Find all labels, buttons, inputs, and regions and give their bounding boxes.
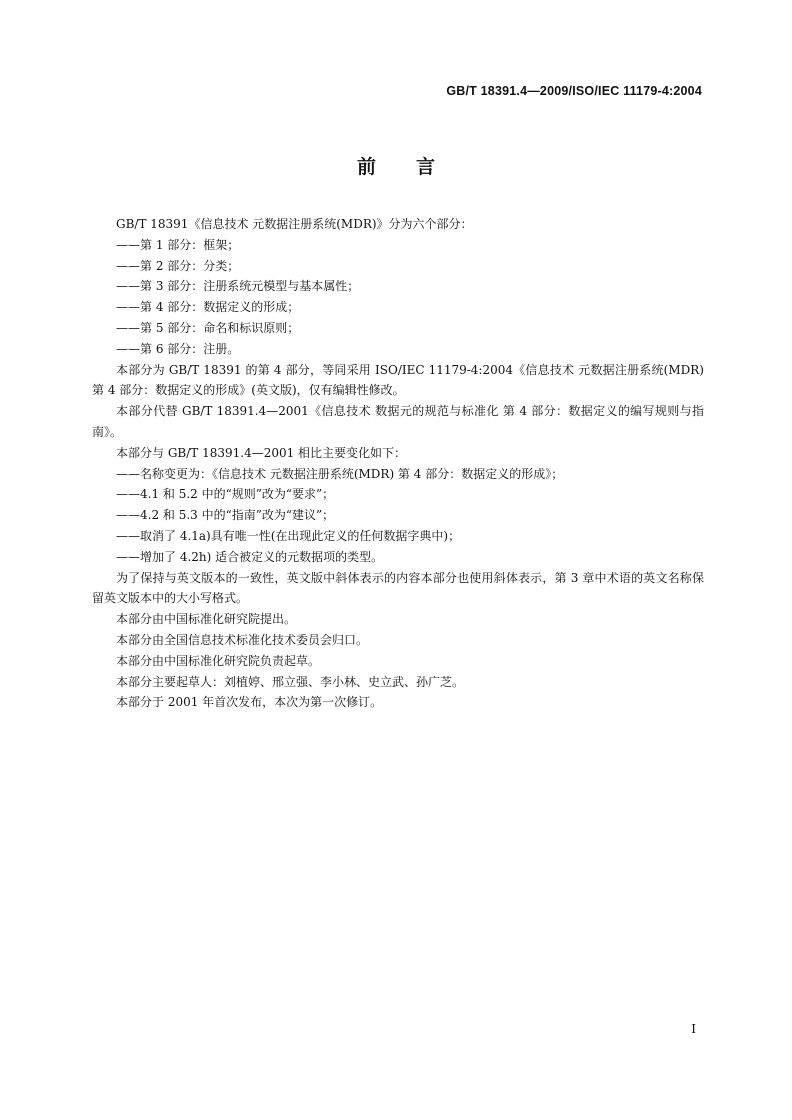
document-header: GB/T 18391.4—2009/ISO/IEC 11179-4:2004: [446, 84, 702, 98]
page-number: I: [691, 1022, 696, 1036]
paragraph-replaces: 本部分代替 GB/T 18391.4—2001《信息技术 数据元的规范与标准化 第 4 部分：数据定义的编写规则与指南》。: [92, 404, 704, 439]
paragraph-committee: 本部分由全国信息技术标准化技术委员会归口。: [116, 632, 369, 647]
paragraph-history: 本部分于 2001 年首次发布，本次为第一次修订。: [116, 695, 383, 710]
paragraph-drafters: 本部分主要起草人：刘植婷、邢立强、李小林、史立武、孙广芝。: [116, 674, 465, 689]
paragraph-drafter-org: 本部分由中国标准化研究院负责起草。: [116, 653, 321, 668]
paragraph-proposer: 本部分由中国标准化研究院提出。: [116, 612, 297, 627]
paragraph-adoption: 本部分为 GB/T 18391 的第 4 部分，等同采用 ISO/IEC 11179-4:2004《信息技术 元数据注册系统(MDR) 第 4 部分：数据定义的形成》(英文版)，仅有编辑性修改。: [92, 362, 704, 398]
list-item: ——第 6 部分：注册。: [116, 341, 240, 356]
list-item: ——第 1 部分：框架；: [116, 237, 240, 252]
list-item: ——增加了 4.2h) 适合被定义的元数据项的类型。: [116, 549, 384, 564]
document-body: [92, 214, 704, 713]
paragraph-intro: GB/T 18391《信息技术 元数据注册系统(MDR)》分为六个部分：: [116, 217, 473, 231]
list-item: ——取消了 4.1a)具有唯一性(在出现此定义的任何数据字典中)；: [116, 528, 461, 543]
list-item: ——第 2 部分：分类；: [116, 258, 240, 273]
list-item: ——4.2 和 5.3 中的“指南”改为“建议”；: [116, 508, 335, 523]
list-item: ——第 4 部分：数据定义的形成；: [116, 300, 300, 315]
list-item: ——第 3 部分：注册系统元模型与基本属性；: [116, 279, 360, 294]
list-item: ——第 5 部分：命名和标识原则；: [116, 320, 300, 335]
paragraph-italics: 为了保持与英文版本的一致性，英文版中斜体表示的内容本部分也使用斜体表示，第 3 章中术语的英文名称保留英文版本中的大小写格式。: [92, 570, 704, 606]
paragraph-changes-intro: 本部分与 GB/T 18391.4—2001 相比主要变化如下：: [116, 445, 407, 460]
page-title: 前言: [356, 156, 475, 178]
list-item: ——名称变更为：《信息技术 元数据注册系统(MDR) 第 4 部分：数据定义的形成》；: [116, 466, 564, 481]
list-item: ——4.1 和 5.2 中的“规则”改为“要求”；: [116, 487, 335, 502]
